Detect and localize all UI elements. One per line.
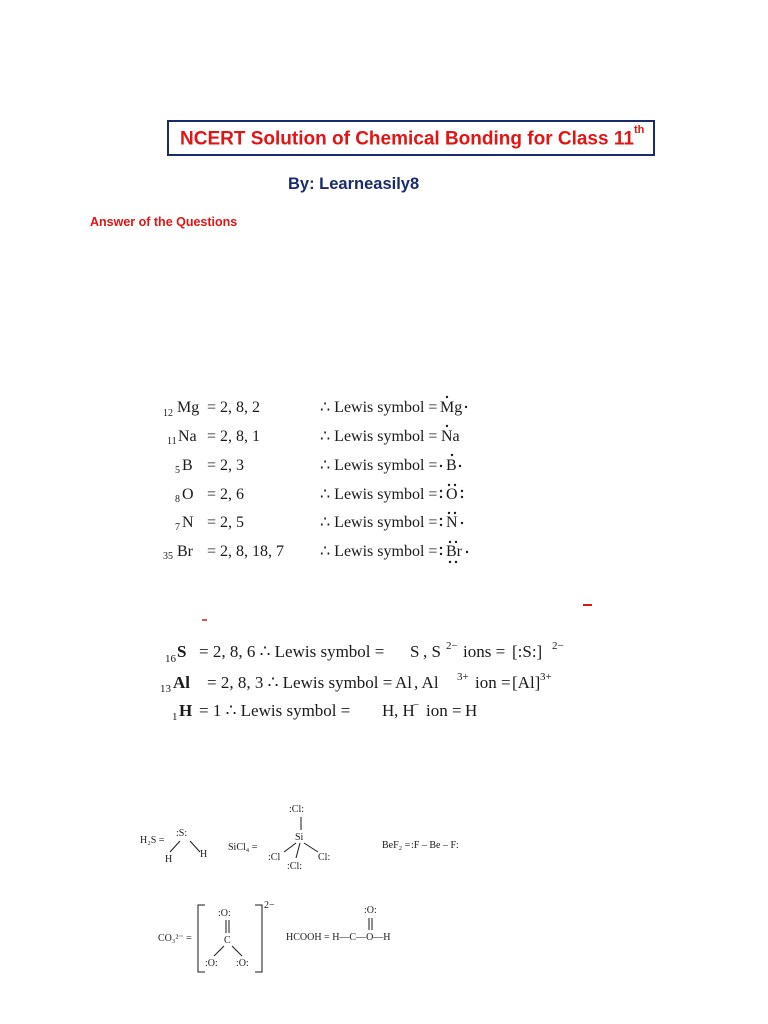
- lewis-symbol-b: B: [446, 457, 457, 474]
- z-na: 11: [167, 436, 177, 447]
- co3-o-right: :O:: [236, 958, 249, 969]
- ion-word-s: ions =: [463, 642, 506, 661]
- z-n: 7: [175, 522, 180, 533]
- lewis-symbol-n: N: [446, 514, 458, 531]
- element-mg: Mg: [177, 399, 200, 416]
- co3-label: CO₃²⁻ =: [158, 933, 192, 944]
- ion-formula-s: [:S:]: [512, 642, 543, 661]
- config-n: = 2, 5: [207, 514, 245, 531]
- z-h: 1: [172, 711, 178, 723]
- lewis-symbol-o: O: [446, 486, 458, 503]
- lewis-symbol-br: Br: [446, 543, 462, 560]
- ion-sup-al: 3+: [540, 671, 552, 683]
- config-na: = 2, 8, 1: [207, 428, 261, 445]
- ion-sup-s: 2−: [552, 640, 564, 652]
- byline: By: Learneasily8: [288, 175, 420, 193]
- lewis-symbol-na: Na: [441, 428, 460, 445]
- element-na: Na: [178, 428, 197, 445]
- h2s-h-right: H: [200, 849, 208, 860]
- ion-after-al: , Al: [414, 673, 439, 692]
- element-br: Br: [177, 543, 193, 560]
- config-br: = 2, 8, 18, 7: [207, 543, 285, 560]
- co3-o-top: :O:: [218, 908, 231, 919]
- answer-heading: Answer of the Questions: [90, 215, 238, 229]
- element-s: S: [177, 642, 187, 661]
- config-o: = 2, 6: [207, 486, 245, 503]
- ion-word-h: ion =: [426, 701, 462, 720]
- sicl4-label: SiCl₄ =: [228, 842, 258, 853]
- z-b: 5: [175, 465, 180, 476]
- ion-symbol-al: Al: [395, 673, 412, 692]
- z-br: 35: [163, 551, 173, 562]
- bef2-label: BeF₂ =: [382, 840, 411, 851]
- z-o: 8: [175, 494, 180, 505]
- h2s-h-left: H: [165, 854, 173, 865]
- ion-symbol-h: H: [382, 701, 395, 720]
- ion-formula-h: H: [465, 701, 478, 720]
- hcooh-formula: HCOOH = H—C—O—H: [286, 932, 391, 943]
- si-atom: Si: [295, 832, 304, 843]
- ion-text-s: = 2, 8, 6 ∴ Lewis symbol =: [199, 642, 385, 661]
- ion-text-h: = 1 ∴ Lewis symbol =: [199, 701, 351, 720]
- lewis-label-na: ∴ Lewis symbol =: [320, 428, 438, 445]
- hcooh-o: :O:: [364, 905, 377, 916]
- lewis-label-b: ∴ Lewis symbol =: [320, 457, 438, 474]
- ion-charge-al: 3+: [457, 671, 469, 683]
- ion-after-s: , S: [423, 642, 441, 661]
- config-mg: = 2, 8, 2: [207, 399, 261, 416]
- ion-word-al: ion =: [475, 673, 511, 692]
- element-o: O: [182, 486, 194, 503]
- lewis-label-o: ∴ Lewis symbol =: [320, 486, 438, 503]
- h2s-s: :S:: [176, 828, 188, 839]
- ion-symbol-s: S: [410, 642, 420, 661]
- title-superscript: th: [633, 124, 645, 136]
- ion-text-al: = 2, 8, 3 ∴ Lewis symbol =: [207, 673, 393, 692]
- element-h: H: [179, 701, 193, 720]
- cl-right: Cl:: [318, 852, 331, 863]
- lewis-symbol-mg: Mg: [440, 399, 463, 416]
- ion-charge-s: 2−: [446, 640, 458, 652]
- element-n: N: [182, 514, 194, 531]
- co3-charge: 2−: [264, 900, 275, 911]
- title-main: NCERT Solution of Chemical Bonding for Class 11: [180, 128, 634, 150]
- ion-formula-al: [Al]: [512, 673, 541, 692]
- co3-c: C: [224, 935, 231, 946]
- cl-left: :Cl: [268, 852, 281, 863]
- lewis-label-mg: ∴ Lewis symbol =: [320, 399, 438, 416]
- cl-bottom: :Cl:: [287, 861, 303, 872]
- h2s-label: H₂S =: [140, 835, 165, 846]
- lewis-label-n: ∴ Lewis symbol =: [320, 514, 438, 531]
- config-b: = 2, 3: [207, 457, 245, 474]
- element-al: Al: [173, 673, 190, 692]
- z-al: 13: [160, 683, 171, 695]
- co3-o-left: :O:: [205, 958, 218, 969]
- bef2-formula: :F – Be – F:: [411, 840, 459, 851]
- ion-charge-h: −: [413, 699, 420, 711]
- z-mg: 12: [163, 408, 173, 419]
- z-s: 16: [165, 653, 176, 665]
- cl-top: :Cl:: [289, 804, 305, 815]
- ion-after-h: , H: [394, 701, 415, 720]
- lewis-label-br: ∴ Lewis symbol =: [320, 543, 438, 560]
- element-b: B: [182, 457, 193, 474]
